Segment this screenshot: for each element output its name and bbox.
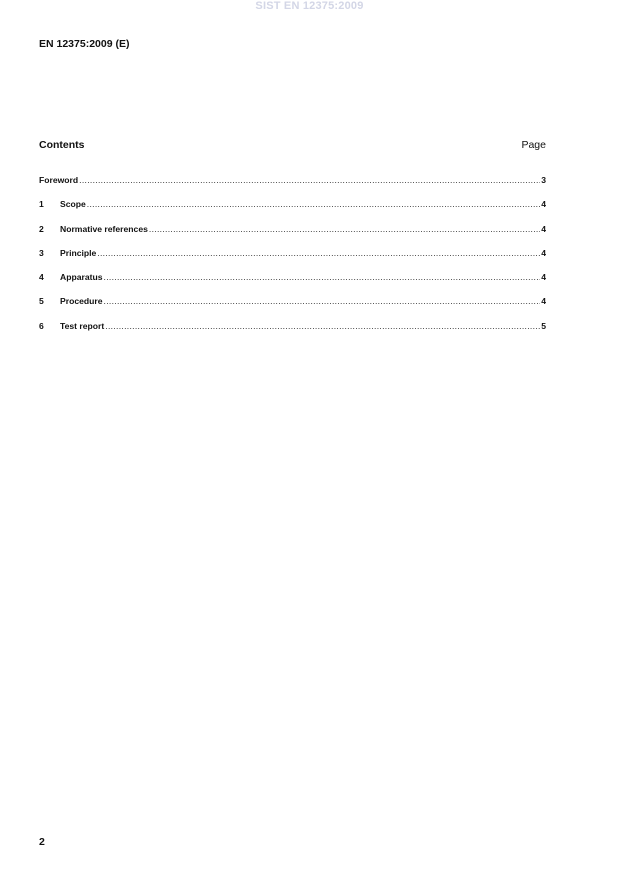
toc-entry-number: 4 [39,272,44,283]
toc-entry-principle[interactable] [39,248,546,260]
toc-entry-page: 4 [541,296,546,307]
contents-title: Contents [39,139,85,151]
toc-entry-page: 3 [541,175,546,185]
toc-entry-number: 6 [39,320,44,331]
toc-leader-dots [97,248,540,258]
toc-entry-title[interactable]: Normative references [60,223,148,234]
toc-leader-dots [104,296,541,306]
contents-heading-row [39,139,546,153]
toc-entry-page: 4 [541,199,546,210]
toc-entry-page: 4 [541,247,546,258]
toc-entry-foreword[interactable] [39,175,546,187]
toc-leader-dots [149,224,540,234]
toc-entry-title[interactable]: Scope [60,199,86,210]
toc-entry-title[interactable]: Procedure [60,296,103,307]
toc-entry-number: 5 [39,296,44,307]
toc-entry-page: 5 [541,320,546,331]
page-number: 2 [39,836,45,848]
toc-entry-page: 4 [541,223,546,234]
toc-entry-normative-references[interactable] [39,224,546,236]
toc-entry-number: 2 [39,223,44,234]
toc-entry-title[interactable]: Test report [60,320,105,331]
toc-entry-number: 3 [39,247,44,258]
document-id-header: EN 12375:2009 (E) [39,38,130,50]
toc-entry-title[interactable]: Principle [60,247,97,258]
toc-entry-title[interactable]: Apparatus [60,272,103,283]
toc-entry-apparatus[interactable] [39,272,546,284]
toc-entry-title[interactable]: Foreword [39,175,79,185]
page-column-label: Page [521,139,546,151]
toc-entry-page: 4 [541,272,546,283]
watermark-text: SIST EN 12375:2009 [255,0,364,12]
toc-entry-procedure[interactable] [39,296,546,308]
toc-entry-scope[interactable] [39,199,546,211]
toc-leader-dots [79,175,540,185]
toc-entry-test-report[interactable] [39,321,546,333]
toc-leader-dots [105,321,540,331]
table-of-contents [39,175,546,345]
toc-leader-dots [87,199,540,209]
toc-leader-dots [104,272,541,282]
toc-entry-number: 1 [39,199,44,210]
